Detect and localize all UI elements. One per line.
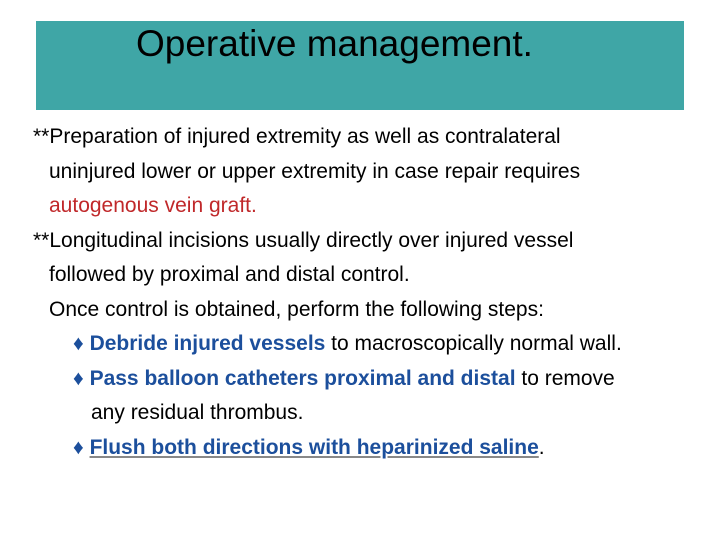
step-rest: to macroscopically normal wall. [325,332,622,355]
step-rest: to remove [515,366,615,390]
step-item [33,327,713,362]
step-rest: . [538,435,545,459]
para1-line2: uninjured lower or upper extremity in case repair requires [49,159,581,183]
step-continuation: any residual thrombus. [91,401,304,424]
para1-line3: autogenous vein graft. [49,194,257,217]
slide-body [33,120,713,465]
step-highlight: Flush both directions with heparinized saline [89,435,539,459]
step-item [33,362,713,397]
diamond-bullet-icon: ♦ [73,366,84,390]
page-title: Operative management. [136,23,533,64]
diamond-bullet-icon: ♦ [73,332,84,355]
para1-line1: **Preparation of injured extremity as well as contralateral [33,125,561,148]
step-item [33,431,713,466]
para2-line1: **Longitudinal incisions usually directly over injured vessel [33,228,574,252]
diamond-bullet-icon: ♦ [73,435,84,459]
step-highlight: Pass balloon catheters proximal and distal [89,366,516,390]
title-banner [36,21,684,110]
para2-line2: followed by proximal and distal control. [49,263,410,286]
step-highlight: Debride injured vessels [89,332,326,355]
para2-line3: Once control is obtained, perform the following steps: [49,297,544,321]
